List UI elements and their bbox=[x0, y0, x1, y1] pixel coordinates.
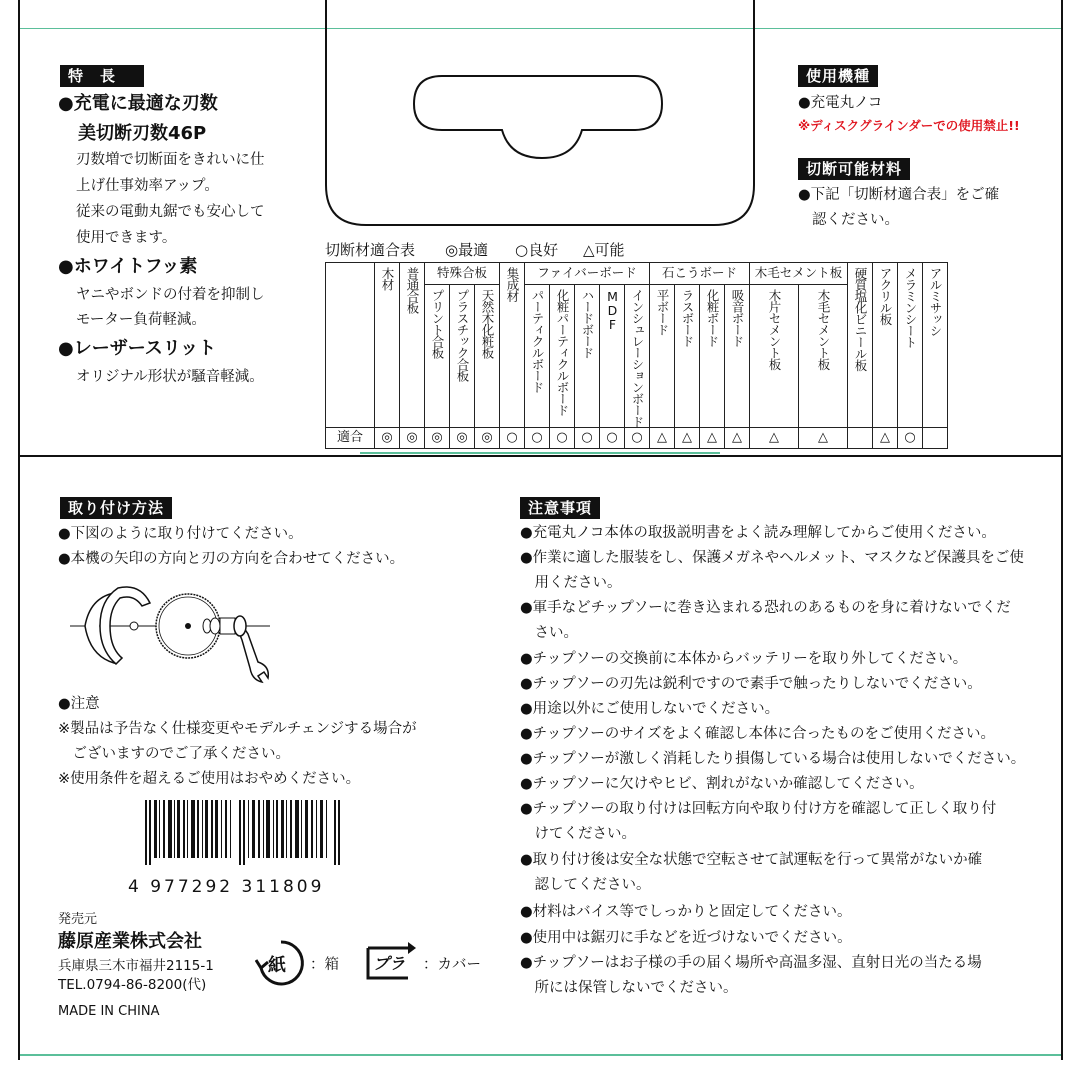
mark-cell: ◎ bbox=[481, 430, 493, 445]
feature-1-line: 上げ仕事効率アップ。 bbox=[76, 178, 219, 194]
frame-right bbox=[1061, 0, 1063, 1060]
mark-cell: ○ bbox=[581, 430, 593, 445]
barcode-number: 4 977292 311809 bbox=[128, 877, 325, 897]
col-label: アクリル板 bbox=[878, 267, 893, 325]
install-line: ●本機の矢印の方向と刃の方向を合わせてください。 bbox=[58, 551, 405, 567]
mark-cell: ○ bbox=[606, 430, 618, 445]
feature-1-line: 刃数増で切断面をきれいに仕 bbox=[76, 152, 265, 168]
col-label: 集成材 bbox=[505, 267, 520, 302]
frame-left bbox=[18, 0, 20, 1060]
feature-1-sub: 美切断刃数46P bbox=[78, 123, 207, 144]
col-label: 化粧ボード bbox=[705, 289, 720, 347]
saw-blade-diagram bbox=[70, 578, 280, 693]
col-label: プリント合板 bbox=[430, 289, 445, 358]
mark-cell bbox=[923, 428, 947, 448]
caution-line: ●作業に適した服装をし、保護メガネやヘルメット、マスクなど保護具をご使 bbox=[520, 550, 1024, 566]
caution-line: ●用途以外にご使用しないでください。 bbox=[520, 701, 780, 717]
col-label: パーティクルボード bbox=[530, 289, 545, 393]
feature-2-line: ヤニやボンドの付着を抑制し bbox=[76, 287, 265, 303]
mark-cell: ○ bbox=[506, 430, 518, 445]
caution-line: ●充電丸ノコ本体の取扱説明書をよく読み理解してからご使用ください。 bbox=[520, 525, 996, 541]
row-label: 適合 bbox=[336, 430, 363, 445]
caution-line: けてください。 bbox=[520, 826, 636, 842]
material-table bbox=[325, 262, 948, 449]
col-label: 木毛セメント板 bbox=[816, 289, 831, 370]
notice-title: ●注意 bbox=[58, 696, 100, 712]
col-label: ラスボード bbox=[680, 289, 695, 347]
frame-divider bbox=[18, 455, 1063, 457]
col-label: 化粧パーティクルボード bbox=[555, 289, 570, 416]
col-label: MDF bbox=[605, 289, 620, 331]
mark-cell: △ bbox=[732, 430, 742, 445]
caution-line: ●チップソーの刃先は鋭利ですので素手で触ったりしないでください。 bbox=[520, 676, 982, 692]
group-label: 石こうボード bbox=[661, 265, 737, 280]
mark-cell: ○ bbox=[531, 430, 543, 445]
notice-line: ※製品は予告なく仕様変更やモデルチェンジする場合が bbox=[58, 721, 417, 737]
materials-line: ●下記「切断材適合表」をご確 bbox=[798, 187, 1000, 203]
caution-line: ●軍手などチップソーに巻き込まれる恐れのあるものを身に着けないでくだ bbox=[520, 600, 1011, 616]
green-accent-mid bbox=[360, 452, 720, 454]
publisher-tel: TEL.0794-86-8200(代) bbox=[58, 977, 207, 993]
mark-cell: ◎ bbox=[381, 430, 393, 445]
plastic-recycle-symbol: プラ bbox=[373, 954, 406, 973]
usage-item: ●充電丸ノコ bbox=[798, 95, 883, 111]
col-label: プラスチック合板 bbox=[455, 289, 470, 381]
mark-cell: △ bbox=[769, 430, 779, 445]
mark-cell: △ bbox=[657, 430, 667, 445]
caution-line: ●チップソーに欠けやヒビ、割れがないか確認してください。 bbox=[520, 776, 924, 792]
feature-3-title: ●レーザースリット bbox=[58, 338, 217, 359]
col-label: 天然木化粧板 bbox=[480, 289, 495, 358]
col-label: ハードボード bbox=[580, 289, 595, 358]
caution-line: ●材料はバイス等でしっかりと固定してください。 bbox=[520, 904, 852, 920]
feature-3-line: オリジナル形状が騒音軽減。 bbox=[76, 369, 264, 385]
mark-cell bbox=[848, 428, 872, 448]
col-label: 平ボード bbox=[655, 289, 670, 335]
install-heading: 取り付け方法 bbox=[60, 497, 172, 519]
col-label: 硬質塩化ビニール板 bbox=[853, 267, 868, 371]
mark-cell: ○ bbox=[904, 430, 916, 445]
mark-cell: △ bbox=[707, 430, 717, 445]
mark-cell: ○ bbox=[631, 430, 643, 445]
feature-1-line: 従来の電動丸鋸でも安心して bbox=[76, 204, 265, 220]
notice-line: ※使用条件を超えるご使用はおやめください。 bbox=[58, 771, 361, 787]
materials-heading: 切断可能材料 bbox=[798, 158, 910, 180]
publisher-label: 発売元 bbox=[58, 912, 98, 927]
col-label: 普通合板 bbox=[405, 267, 420, 313]
plastic-recycle-label: ：カバー bbox=[423, 957, 481, 973]
mark-cell: △ bbox=[682, 430, 692, 445]
group-label: 特殊合板 bbox=[436, 265, 487, 280]
col-label: 吸音ボード bbox=[730, 289, 745, 347]
mark-cell: ◎ bbox=[431, 430, 443, 445]
mark-cell: △ bbox=[880, 430, 890, 445]
caution-line: 所には保管しないでください。 bbox=[520, 980, 738, 996]
barcode bbox=[145, 800, 340, 865]
publisher-address: 兵庫県三木市福井2115-1 bbox=[58, 958, 214, 974]
caution-line: 用ください。 bbox=[520, 575, 622, 591]
green-accent-bottom bbox=[20, 1054, 1061, 1056]
caution-line: ●チップソーはお子様の手の届く場所や高温多湿、直射日光の当たる場 bbox=[520, 955, 982, 971]
caution-line: ●チップソーのサイズをよく確認し本体に合ったものをご使用ください。 bbox=[520, 726, 996, 742]
mark-cell: △ bbox=[818, 430, 828, 445]
mark-cell: ○ bbox=[556, 430, 568, 445]
legend-good: ○良好 bbox=[515, 241, 559, 259]
paper-recycle-symbol: 紙 bbox=[268, 955, 286, 976]
plastic-recycle-icon bbox=[360, 938, 422, 988]
col-label: インシュレーションボード bbox=[630, 289, 645, 427]
usage-warning: ※ディスクグラインダーでの使用禁止!! bbox=[798, 118, 1020, 133]
install-line: ●下図のように取り付けてください。 bbox=[58, 526, 303, 542]
feature-2-title: ●ホワイトフッ素 bbox=[58, 256, 198, 277]
caution-line: さい。 bbox=[520, 625, 578, 641]
caution-line: ●チップソーの取り付けは回転方向や取り付け方を確認して正しく取り付 bbox=[520, 801, 997, 817]
features-heading: 特 長 bbox=[60, 65, 144, 87]
mark-cell: ◎ bbox=[406, 430, 418, 445]
feature-1-line: 使用できます。 bbox=[76, 230, 177, 246]
usage-heading: 使用機種 bbox=[798, 65, 878, 87]
caution-line: ●チップソーの交換前に本体からバッテリーを取り外してください。 bbox=[520, 651, 968, 667]
feature-1-title: ●充電に最適な刃数 bbox=[58, 93, 218, 114]
legend-best: ◎最適 bbox=[445, 241, 489, 259]
caution-line: ●取り付け後は安全な状態で空転させて試運転を行って異常がないか確 bbox=[520, 852, 983, 868]
col-label: 木材 bbox=[380, 267, 395, 290]
publisher-company: 藤原産業株式会社 bbox=[58, 931, 202, 952]
paper-recycle-label: ：箱 bbox=[310, 957, 339, 973]
cautions-heading: 注意事項 bbox=[520, 497, 600, 519]
col-label: メラミンシート bbox=[903, 267, 918, 348]
materials-line: 認ください。 bbox=[812, 212, 899, 228]
caution-line: 認してください。 bbox=[520, 877, 651, 893]
hang-hole-icon bbox=[320, 0, 760, 235]
group-label: ファイバーボード bbox=[537, 265, 637, 280]
legend-ok: △可能 bbox=[583, 241, 625, 259]
feature-2-line: モーター負荷軽減。 bbox=[76, 312, 206, 328]
table-title: 切断材適合表 bbox=[325, 241, 416, 259]
made-in: MADE IN CHINA bbox=[58, 1004, 160, 1019]
caution-line: ●使用中は鋸刃に手などを近づけないでください。 bbox=[520, 930, 852, 946]
paper-recycle-icon bbox=[255, 938, 307, 988]
group-label: 木毛セメント板 bbox=[754, 265, 843, 280]
col-label: アルミサッシ bbox=[928, 267, 943, 336]
notice-line: ございますのでご了承ください。 bbox=[58, 746, 290, 762]
mark-cell: ◎ bbox=[456, 430, 468, 445]
col-label: 木片セメント板 bbox=[767, 289, 782, 370]
caution-line: ●チップソーが激しく消耗したり損傷している場合は使用しないでください。 bbox=[520, 751, 1026, 767]
